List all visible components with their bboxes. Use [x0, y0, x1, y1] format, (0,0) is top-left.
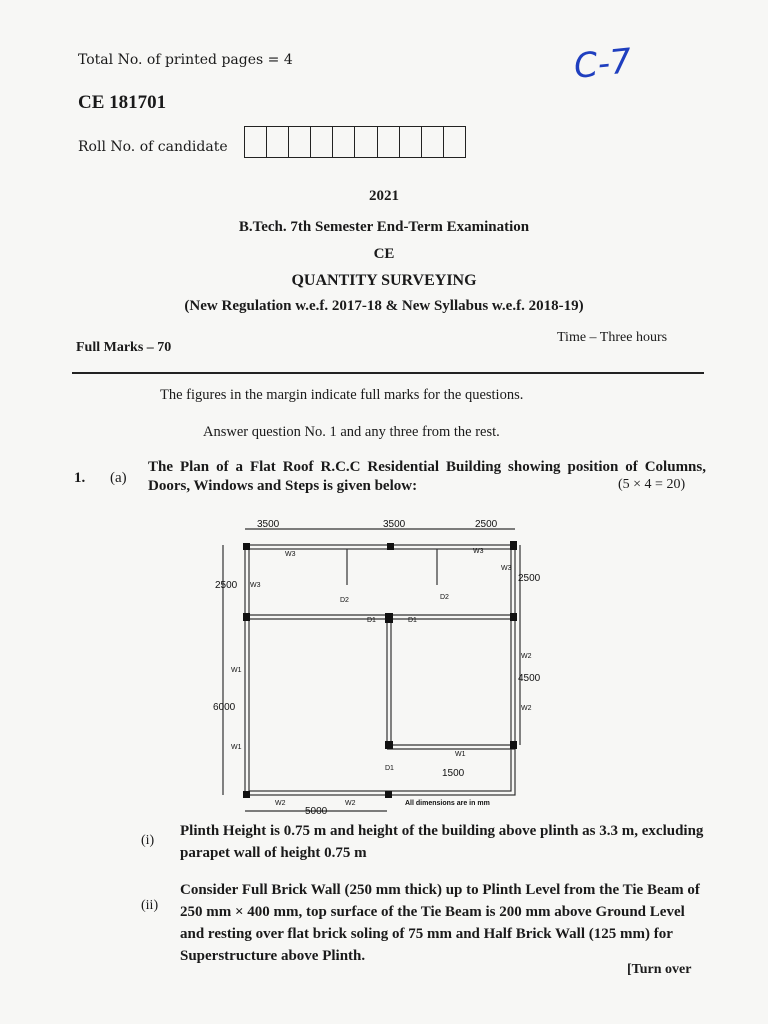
dim-top-1: 3500	[257, 519, 280, 530]
plan-label: W1	[455, 751, 466, 758]
column	[385, 741, 393, 749]
instruction-answer: Answer question No. 1 and any three from the rest.	[203, 424, 500, 440]
plan-label: W2	[521, 705, 532, 712]
roll-number-cell[interactable]	[422, 127, 444, 157]
column	[243, 543, 250, 550]
subpoint-number-1: (i)	[141, 833, 155, 848]
outer-wall	[245, 545, 515, 795]
plan-label: W1	[231, 744, 242, 751]
dim-bottom: 5000	[305, 806, 328, 817]
dim-left-1: 2500	[215, 580, 238, 591]
column	[385, 613, 393, 623]
column	[510, 741, 517, 749]
plan-label: D1	[367, 617, 376, 624]
dimension-note: All dimensions are in mm	[405, 800, 490, 807]
question-number: 1.	[74, 470, 86, 486]
subpoint-number-2: (ii)	[141, 898, 159, 913]
roll-number-cell[interactable]	[311, 127, 333, 157]
roll-number-cell[interactable]	[355, 127, 377, 157]
column	[243, 613, 250, 621]
inner-wall-line	[249, 549, 511, 791]
dim-left-2: 6000	[213, 702, 236, 713]
plan-label: D2	[440, 594, 449, 601]
column	[385, 791, 392, 798]
plan-label: W3	[501, 565, 512, 572]
dim-top-2: 3500	[383, 519, 406, 530]
roll-number-cell[interactable]	[245, 127, 267, 157]
column	[510, 613, 517, 621]
exam-time: Time – Three hours	[557, 330, 668, 345]
building-plan-diagram	[205, 515, 541, 820]
question-part: (a)	[110, 470, 127, 486]
plan-label: W3	[250, 582, 261, 589]
exam-title: B.Tech. 7th Semester End-Term Examination	[238, 219, 530, 235]
plan-label: D2	[340, 597, 349, 604]
department: CE	[373, 246, 395, 262]
subject-title: QUANTITY SURVEYING	[291, 272, 477, 289]
paper-code: CE 181701	[78, 92, 167, 113]
question-text: The Plan of a Flat Roof R.C.C Residential Building showing position of Columns, Doors, Windows and Steps is given below:	[148, 459, 706, 494]
regulation-note: (New Regulation w.e.f. 2017-18 & New Syllabus w.e.f. 2018-19)	[184, 298, 584, 314]
dim-right-2: 4500	[518, 673, 541, 684]
subpoint-text-1: Plinth Height is 0.75 m and height of the building above plinth as 3.3 m, excluding parapet wall of height 0.75 m	[180, 823, 704, 861]
header-divider	[72, 372, 704, 374]
plan-label: W2	[345, 800, 356, 807]
plan-label: W3	[285, 551, 296, 558]
roll-number-cell[interactable]	[444, 127, 465, 157]
plan-label: D1	[408, 617, 417, 624]
dim-top-3: 2500	[475, 519, 498, 530]
handwritten-mark: C-7	[572, 41, 634, 87]
roll-number-cell[interactable]	[378, 127, 400, 157]
roll-number-cell[interactable]	[333, 127, 355, 157]
plan-label: D1	[385, 765, 394, 772]
dim-right-1: 2500	[518, 573, 541, 584]
column	[387, 543, 394, 550]
full-marks: Full Marks – 70	[76, 340, 172, 355]
question-marks: (5 × 4 = 20)	[618, 477, 686, 492]
plan-label: W2	[275, 800, 286, 807]
turn-over-note: [Turn over	[627, 962, 692, 977]
column	[243, 791, 250, 798]
instruction-marks: The figures in the margin indicate full marks for the questions.	[160, 387, 524, 403]
plan-label: W2	[521, 653, 532, 660]
exam-year: 2021	[369, 188, 399, 204]
roll-number-label: Roll No. of candidate	[78, 139, 228, 155]
roll-number-boxes[interactable]	[244, 126, 466, 158]
roll-number-cell[interactable]	[267, 127, 289, 157]
roll-number-cell[interactable]	[400, 127, 422, 157]
subpoint-text-2: Consider Full Brick Wall (250 mm thick) up to Plinth Level from the Tie Beam of 250 mm × 400 mm, top surface of the Tie Beam is 200 mm above Ground Level and resting over flat brick soling of 75 mm and Half Brick Wall (125 mm) for Superstructure above Plinth.	[180, 882, 700, 964]
column	[510, 541, 517, 550]
plan-label: W1	[231, 667, 242, 674]
dim-step: 1500	[442, 768, 465, 779]
printed-pages-count: Total No. of printed pages = 4	[78, 52, 293, 68]
plan-label: W3	[473, 548, 484, 555]
roll-number-cell[interactable]	[289, 127, 311, 157]
